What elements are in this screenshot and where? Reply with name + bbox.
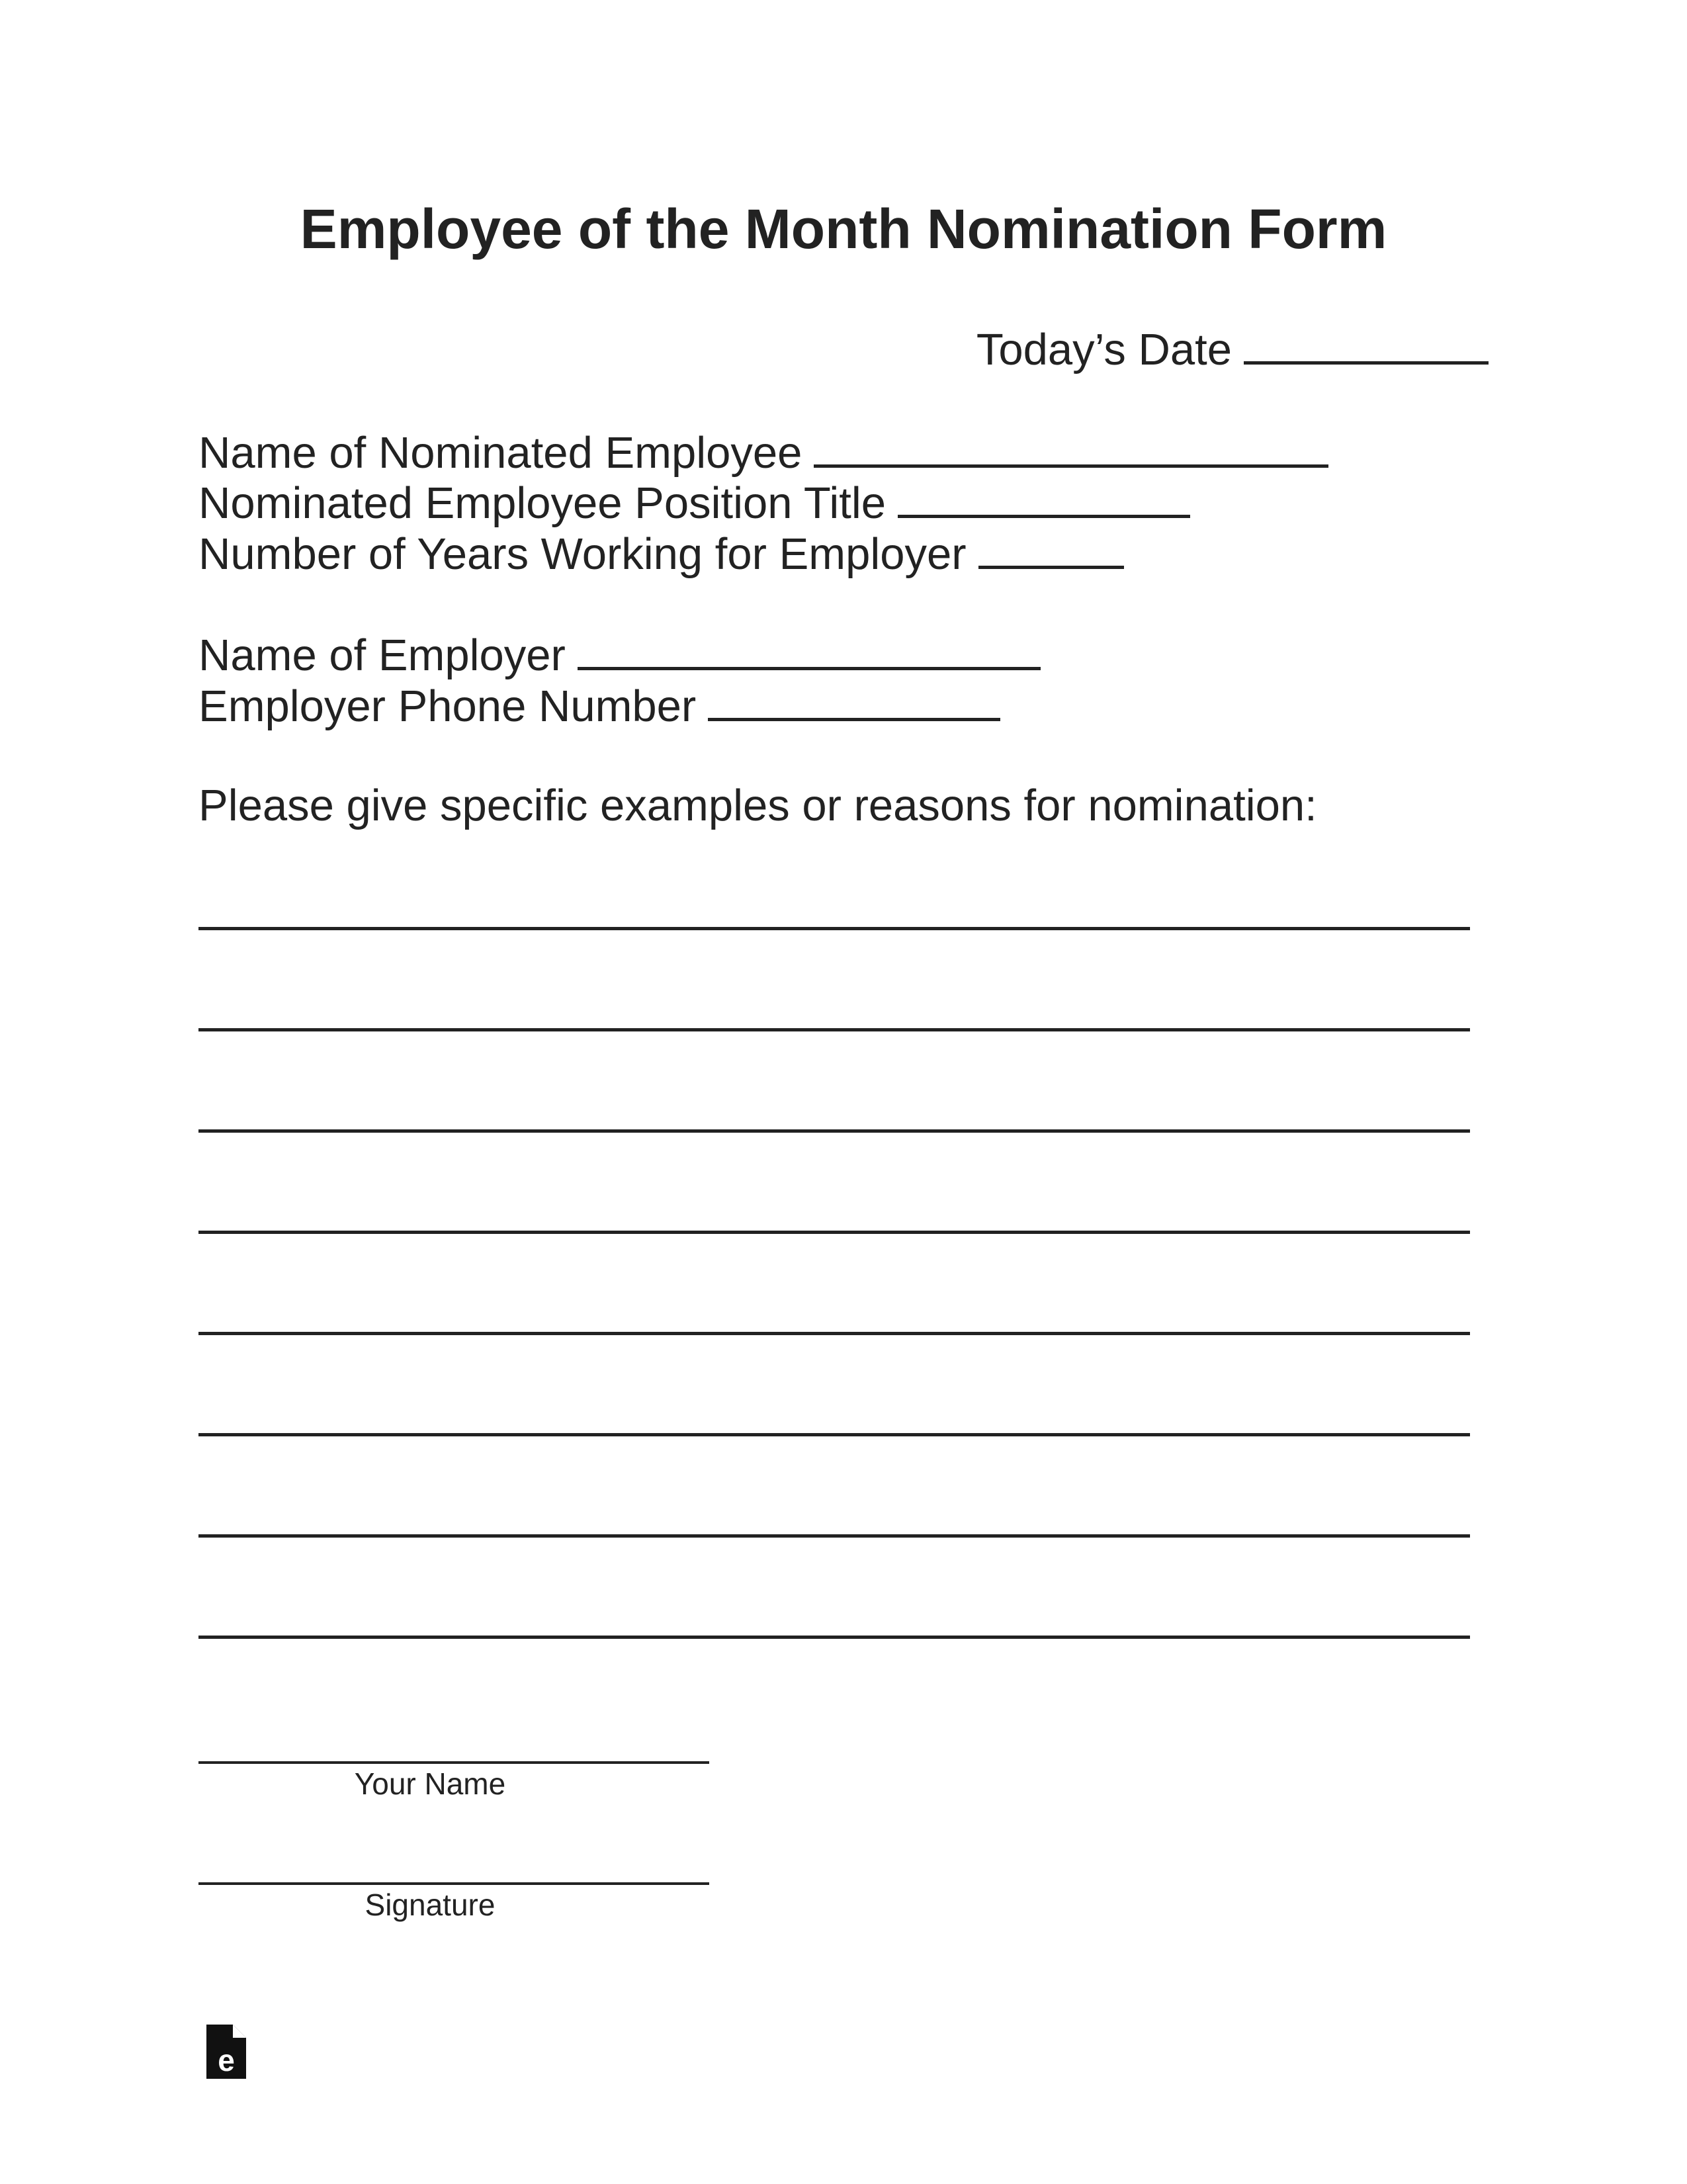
employer-phone-label: Employer Phone Number (198, 681, 697, 731)
reason-line-6[interactable] (198, 1433, 1470, 1436)
position-title-label: Nominated Employee Position Title (198, 478, 887, 528)
your-name-line[interactable] (198, 1761, 709, 1764)
document-e-icon (206, 2025, 246, 2079)
employer-phone-blank[interactable] (708, 679, 1000, 721)
reason-line-3[interactable] (198, 1129, 1470, 1133)
nominated-employee-label: Name of Nominated Employee (198, 428, 802, 478)
signature-line[interactable] (198, 1882, 709, 1885)
employer-name-field (198, 629, 1041, 681)
employer-phone-field (198, 679, 1000, 732)
nominated-employee-field (198, 426, 1328, 478)
signature-caption: Signature (365, 1888, 496, 1922)
position-title-blank[interactable] (898, 476, 1190, 518)
your-name-caption: Your Name (354, 1767, 506, 1801)
reason-line-5[interactable] (198, 1332, 1470, 1335)
reason-line-7[interactable] (198, 1534, 1470, 1538)
reasons-prompt: Please give specific examples or reasons for nomination: (198, 781, 1317, 830)
todays-date-label: Today’s Date (976, 325, 1232, 374)
years-working-label: Number of Years Working for Employer (198, 529, 967, 579)
reason-line-8[interactable] (198, 1636, 1470, 1639)
reason-line-2[interactable] (198, 1028, 1470, 1031)
todays-date-blank[interactable] (1244, 323, 1489, 365)
years-working-field (198, 527, 1124, 580)
reason-line-4[interactable] (198, 1231, 1470, 1234)
logo-letter: e (218, 2043, 235, 2077)
years-working-blank[interactable] (978, 527, 1124, 569)
reason-line-1[interactable] (198, 927, 1470, 930)
position-title-field (198, 476, 1190, 529)
employer-name-blank[interactable] (578, 629, 1041, 670)
form-title: Employee of the Month Nomination Form (300, 198, 1387, 260)
todays-date-field (976, 323, 1489, 375)
nominated-employee-blank[interactable] (814, 426, 1328, 468)
employer-name-label: Name of Employer (198, 631, 566, 680)
